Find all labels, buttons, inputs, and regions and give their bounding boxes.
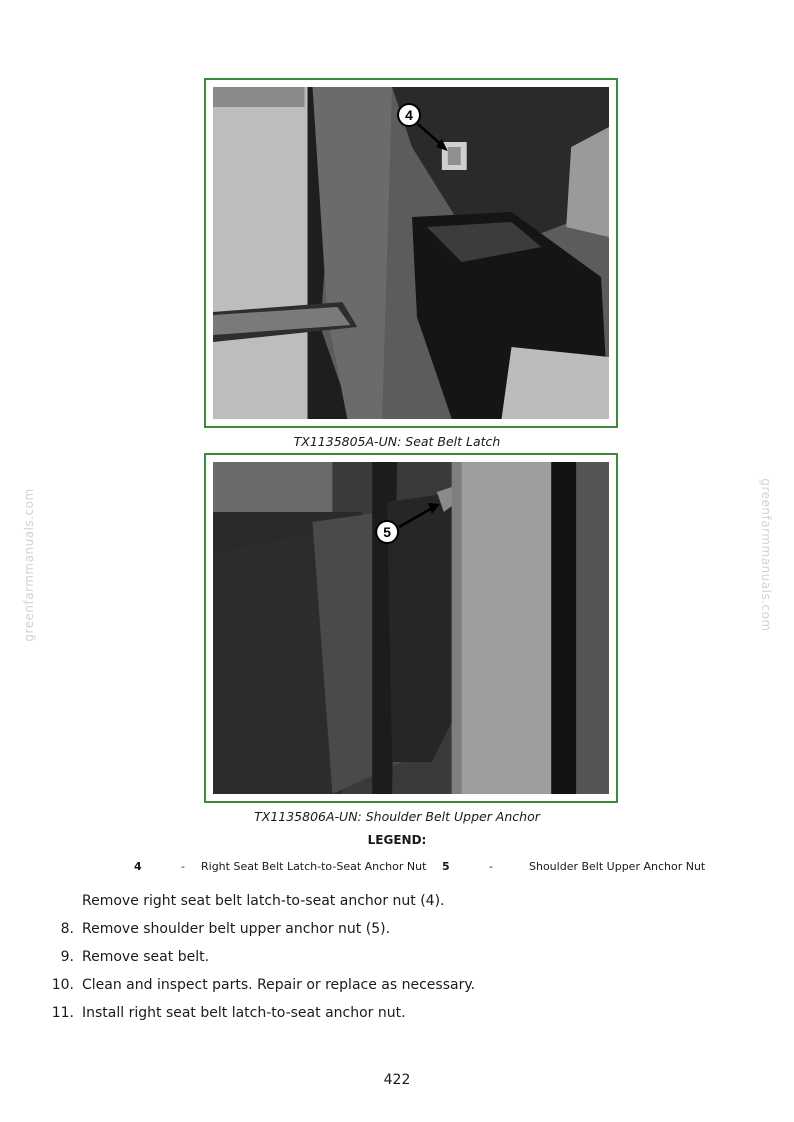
figure-caption: TX1135806A-UN: Shoulder Belt Upper Anchor (254, 809, 540, 824)
step-number: 11. (51, 1005, 74, 1021)
figure-seat-belt-latch (204, 78, 618, 428)
photo-shoulder-belt-anchor (213, 462, 609, 794)
figure-caption: TX1135805A-UN: Seat Belt Latch (293, 434, 501, 449)
figure-shoulder-belt-anchor (204, 453, 618, 803)
legend-number: 4 (134, 860, 142, 873)
photo-seat-belt-latch (213, 87, 609, 419)
step-text: Remove shoulder belt upper anchor nut (5). (82, 921, 391, 937)
watermark-right: greenfarmmanuals.com (759, 478, 773, 632)
page-number: 422 (383, 1072, 411, 1088)
legend-number: 5 (442, 860, 450, 873)
step-text: Remove seat belt. (82, 949, 210, 965)
legend-description: Shoulder Belt Upper Anchor Nut (529, 860, 706, 873)
callout-label-5: 5 (383, 523, 391, 541)
step-text: Clean and inspect parts. Repair or replace as necessary. (82, 977, 476, 993)
legend-title: LEGEND: (367, 833, 427, 847)
step-number: 10. (51, 977, 74, 993)
watermark-left: greenfarmmanuals.com (22, 488, 36, 642)
step-text: Remove right seat belt latch-to-seat anchor nut (4). (82, 893, 445, 909)
legend-description: Right Seat Belt Latch-to-Seat Anchor Nut (201, 860, 427, 873)
callout-label-4: 4 (405, 106, 413, 124)
legend-dash: - (181, 860, 185, 873)
step-number: 9. (60, 949, 74, 965)
step-number: 8. (60, 921, 74, 937)
legend-dash: - (489, 860, 493, 873)
step-text: Install right seat belt latch-to-seat anchor nut. (82, 1005, 406, 1021)
